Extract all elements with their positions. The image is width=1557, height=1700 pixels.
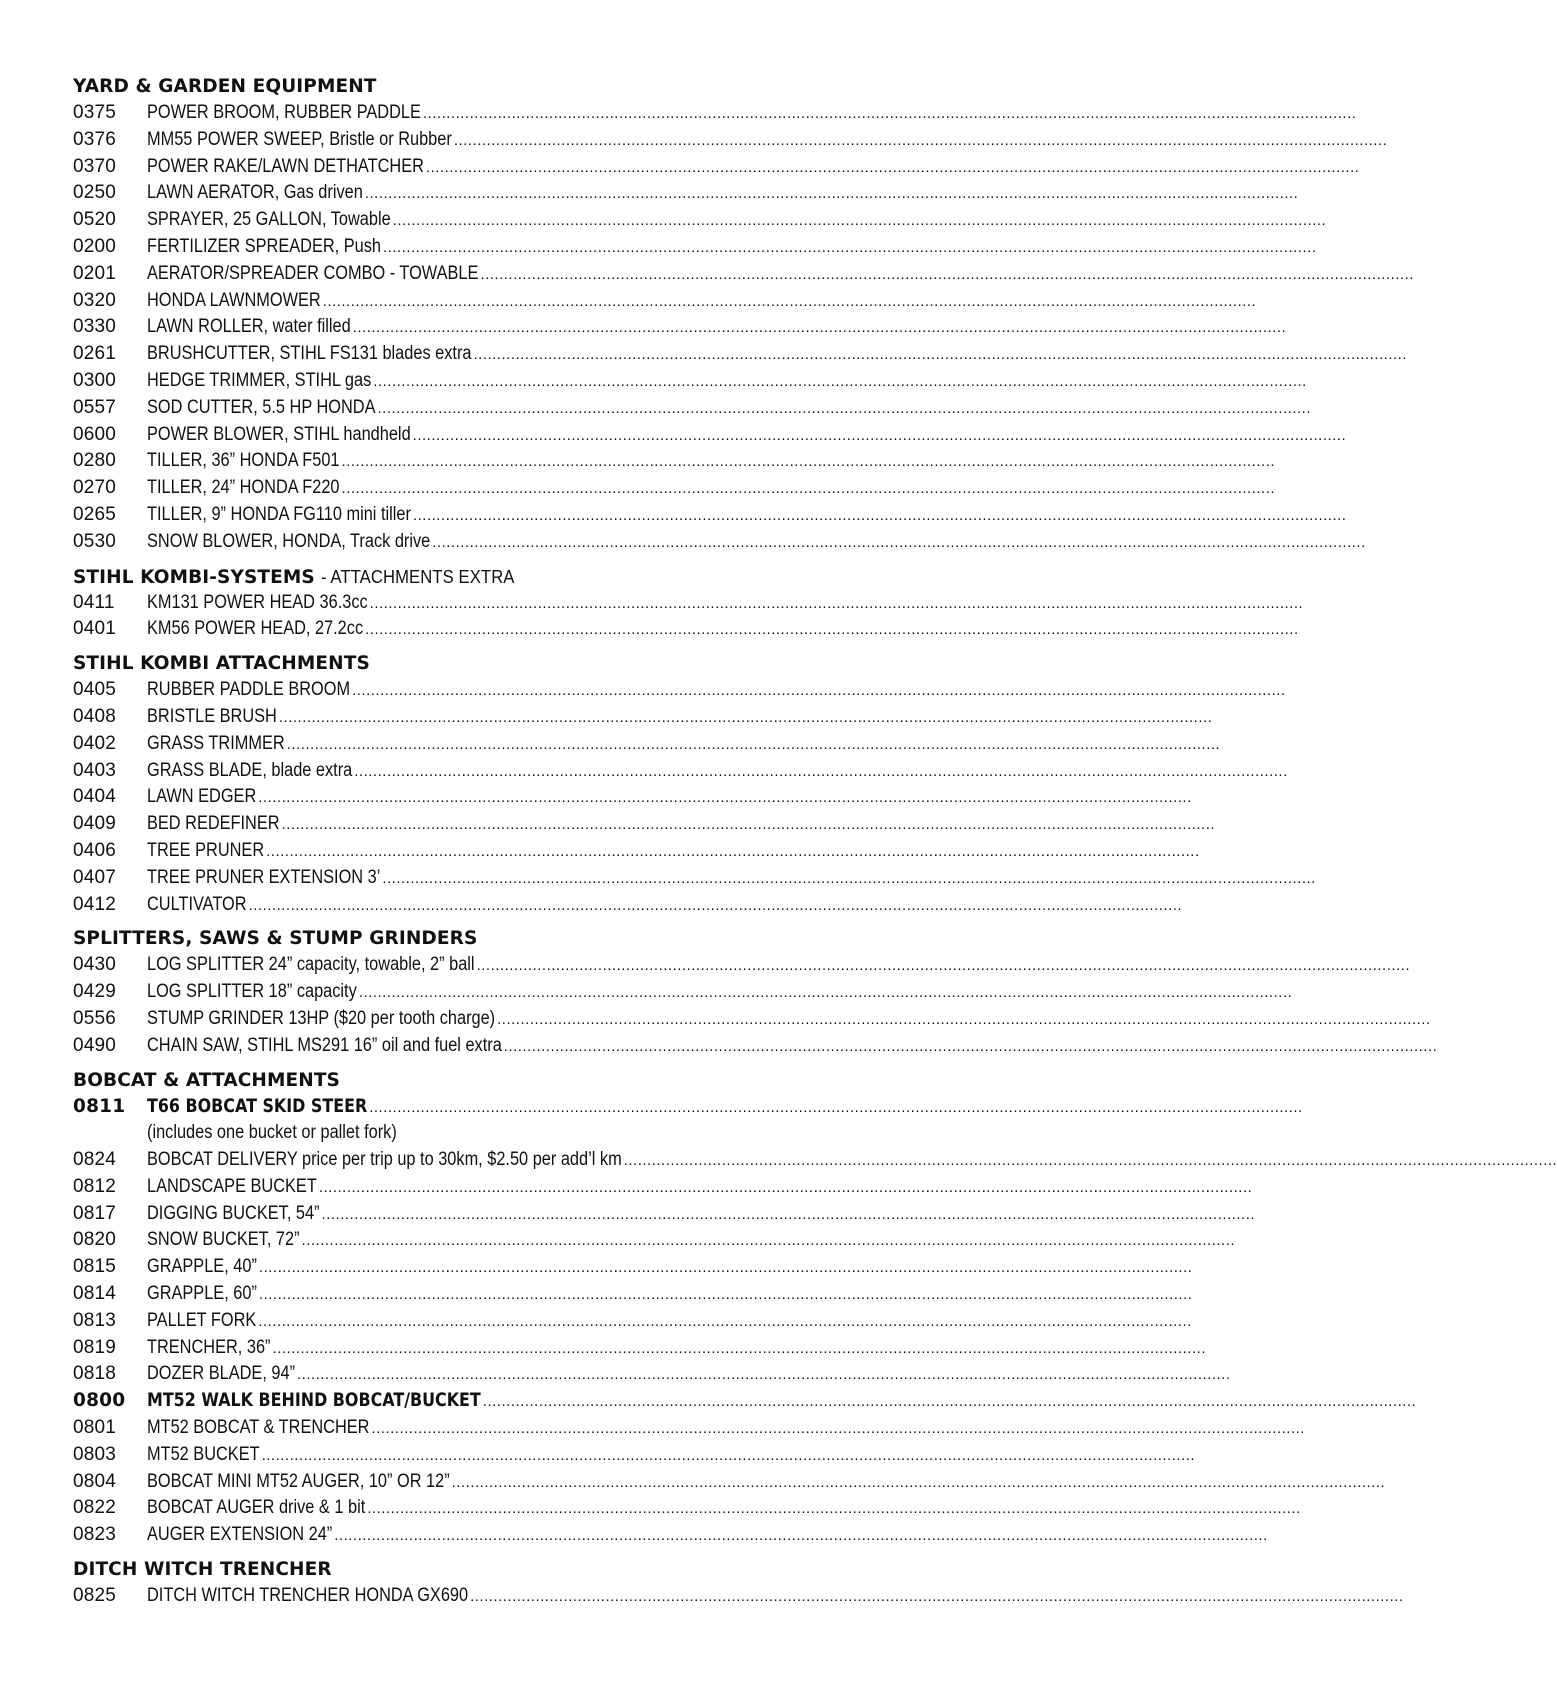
section-gap [73, 556, 723, 564]
item-code: 0330 [73, 316, 117, 338]
item-body [147, 1033, 1438, 1061]
item-description: BED REDEFINER [147, 813, 280, 835]
dot-leader: ........................................................................................................................................................................................................ [476, 957, 1411, 975]
item-body [147, 180, 1299, 208]
item-code: 0811 [73, 1095, 126, 1117]
item-code: 0430 [73, 954, 117, 976]
item-body [147, 677, 1286, 705]
item-description: LAWN EDGER [147, 786, 257, 808]
section-gap [73, 643, 723, 651]
list-item [73, 1006, 1431, 1033]
item-description: POWER RAKE/LAWN DETHATCHER [147, 155, 424, 177]
item-body [147, 590, 1304, 618]
dot-leader: ........................................................................................................................................................................................................ [369, 1098, 1303, 1116]
item-description: PALLET FORK [147, 1309, 257, 1331]
item-body [147, 288, 1257, 316]
list-item [73, 1415, 1305, 1442]
item-code: 0407 [73, 866, 117, 888]
section-gap [73, 918, 723, 926]
item-code: 0261 [73, 343, 117, 365]
item-description: LAWN AERATOR, Gas driven [147, 182, 363, 204]
section [73, 1557, 1404, 1610]
item-code: 0818 [73, 1363, 117, 1385]
item-code: 0375 [73, 102, 117, 123]
item-description: HONDA LAWNMOWER [147, 289, 321, 311]
list-item [73, 1469, 1386, 1496]
item-body [147, 1522, 1268, 1550]
item-description: STUMP GRINDER 13HP ($20 per tooth charge) [147, 1007, 496, 1029]
list-item [73, 1308, 1192, 1335]
item-body [147, 1006, 1431, 1034]
dot-leader: ........................................................................................................................................................................................................ [373, 372, 1307, 390]
item-code: 0406 [73, 839, 117, 861]
dot-leader: ........................................................................................................................................................................................................ [497, 1010, 1431, 1028]
item-body [147, 127, 1388, 155]
item-code: 0825 [73, 1585, 117, 1607]
item-description: BOBCAT MINI MT52 AUGER, 10” OR 12” [147, 1470, 450, 1492]
item-code: 0320 [73, 289, 117, 311]
dot-leader: ........................................................................................................................................................................................................ [352, 319, 1287, 337]
list-item [73, 1227, 1236, 1254]
list-item [73, 590, 1304, 617]
item-description: KM56 POWER HEAD, 27.2cc [147, 618, 364, 640]
list-item [73, 1281, 1193, 1308]
item-body [147, 1120, 723, 1147]
dot-leader: ........................................................................................................................................................................................................ [382, 869, 1316, 887]
item-description: LOG SPLITTER 24” capacity, towable, 2” ball [147, 954, 475, 976]
section [73, 74, 1414, 556]
item-code: 0401 [73, 618, 117, 640]
section-title [73, 564, 723, 590]
list-item [73, 892, 1183, 919]
item-code: 0557 [73, 396, 117, 418]
list-item [73, 1442, 1196, 1469]
item-code: 0376 [73, 128, 117, 150]
item-body [147, 475, 1276, 503]
section-title-text: STIHL KOMBI-SYSTEMS [73, 566, 315, 588]
list-item [73, 1522, 1268, 1549]
list-item [73, 502, 1347, 529]
list-item [73, 979, 1293, 1006]
item-code: 0402 [73, 732, 117, 754]
list-item [73, 784, 1192, 811]
item-code: 0823 [73, 1524, 117, 1546]
item-body [147, 502, 1347, 530]
section [73, 926, 1438, 1059]
item-body [147, 1442, 1196, 1470]
item-body [147, 811, 1216, 839]
list-item [73, 288, 1257, 315]
item-body [147, 892, 1183, 920]
item-body [147, 1335, 1206, 1363]
dot-leader: ........................................................................................................................................................................................................ [470, 1588, 1404, 1606]
list-item [73, 341, 1407, 368]
item-body [147, 704, 1213, 732]
item-body [147, 314, 1287, 342]
item-description: DIGGING BUCKET, 54” [147, 1202, 320, 1224]
list-item [73, 1495, 1301, 1522]
section-title-text: SPLITTERS, SAWS & STUMP GRINDERS [73, 928, 478, 950]
list-item [73, 731, 1221, 758]
item-body [147, 1227, 1236, 1255]
section-title [73, 926, 723, 952]
dot-leader: ........................................................................................................................................................................................................ [341, 480, 1276, 498]
item-description: RUBBER PADDLE BROOM [147, 679, 351, 701]
dot-leader: ........................................................................................................................................................................................................ [369, 594, 1304, 612]
item-body [147, 1583, 1404, 1611]
section-title-text: STIHL KOMBI ATTACHMENTS [73, 653, 370, 675]
item-code: 0804 [73, 1470, 117, 1492]
item-description: DOZER BLADE, 94” [147, 1363, 296, 1385]
dot-leader: ........................................................................................................................................................................................................ [422, 105, 1357, 122]
list-item [73, 180, 1299, 207]
dot-leader: ........................................................................................................................................................................................................ [261, 1446, 1196, 1464]
dot-leader: ........................................................................................................................................................................................................ [266, 842, 1200, 860]
item-description: MM55 POWER SWEEP, Bristle or Rubber [147, 128, 452, 150]
item-description: GRAPPLE, 60” [147, 1283, 257, 1305]
item-description: MT52 WALK BEHIND BOBCAT/BUCKET [147, 1390, 481, 1412]
item-body [147, 1281, 1193, 1309]
dot-leader: ........................................................................................................................................................................................................ [412, 426, 1347, 444]
item-description: GRASS BLADE, blade extra [147, 759, 353, 781]
item-body [147, 952, 1411, 980]
item-code: 0814 [73, 1283, 117, 1305]
dot-leader: ........................................................................................................................................................................................................ [354, 762, 1288, 780]
item-code: 0800 [73, 1390, 126, 1412]
item-description: KM131 POWER HEAD 36.3cc [147, 591, 368, 613]
item-body [147, 731, 1221, 759]
list-item [73, 1335, 1206, 1362]
item-description: GRAPPLE, 40” [147, 1256, 257, 1278]
item-note [73, 1120, 723, 1147]
dot-leader: ........................................................................................................................................................................................................ [473, 346, 1407, 364]
list-item [73, 677, 1286, 704]
list-item [73, 1094, 1303, 1121]
dot-leader: ........................................................................................................................................................................................................ [281, 816, 1216, 834]
dot-leader: ........................................................................................................................................................................................................ [334, 1527, 1268, 1545]
dot-leader: ........................................................................................................................................................................................................ [432, 533, 1366, 551]
list-item [73, 811, 1216, 838]
item-code: 0412 [73, 893, 117, 915]
list-item [73, 100, 1357, 127]
list-item [73, 395, 1312, 422]
list-item [73, 1201, 1256, 1228]
item-description: CHAIN SAW, STIHL MS291 16” oil and fuel extra [147, 1034, 502, 1056]
item-body [147, 1415, 1305, 1443]
list-item [73, 952, 1411, 979]
item-description: BRISTLE BRUSH [147, 705, 277, 727]
dot-leader: ........................................................................................................................................................................................................ [453, 131, 1388, 149]
dot-leader: ........................................................................................................................................................................................................ [382, 238, 1317, 256]
item-code: 0815 [73, 1256, 117, 1278]
item-code: 0824 [73, 1149, 117, 1171]
item-code: 0300 [73, 369, 117, 391]
dot-leader: ........................................................................................................................................................................................................ [451, 1473, 1386, 1491]
item-code: 0409 [73, 813, 117, 835]
dot-leader: ........................................................................................................................................................................................................ [392, 212, 1327, 230]
item-body [147, 1388, 1417, 1416]
section-title-text: YARD & GARDEN EQUIPMENT [73, 76, 377, 97]
item-body [147, 1147, 1557, 1175]
list-item [73, 1361, 1231, 1388]
item-body [147, 865, 1316, 893]
list-item [73, 422, 1347, 449]
list-item [73, 616, 1299, 643]
item-code: 0411 [73, 591, 115, 613]
item-body [147, 448, 1276, 476]
item-body [147, 422, 1347, 450]
dot-leader: ........................................................................................................................................................................................................ [321, 1205, 1256, 1223]
item-description: SNOW BLOWER, HONDA, Track drive [147, 530, 431, 552]
section-title-text: BOBCAT & ATTACHMENTS [73, 1069, 340, 1091]
item-body [147, 207, 1327, 235]
item-description: SOD CUTTER, 5.5 HP HONDA [147, 396, 376, 418]
item-code: 0408 [73, 705, 117, 727]
item-description: BOBCAT AUGER drive & 1 bit [147, 1497, 366, 1519]
dot-leader: ........................................................................................................................................................................................................ [258, 1259, 1193, 1277]
dot-leader: ........................................................................................................................................................................................................ [322, 292, 1257, 310]
item-code: 0270 [73, 477, 117, 499]
section-title-text: DITCH WITCH TRENCHER [73, 1559, 332, 1581]
dot-leader: ........................................................................................................................................................................................................ [412, 506, 1347, 524]
item-description: TREE PRUNER EXTENSION 3’ [147, 866, 381, 888]
item-description: MT52 BOBCAT & TRENCHER [147, 1417, 370, 1439]
item-code: 0812 [73, 1175, 117, 1197]
section-title [73, 1557, 723, 1583]
list-item [73, 314, 1287, 341]
item-body [147, 1094, 1303, 1122]
item-description: AUGER EXTENSION 24” [147, 1524, 333, 1546]
item-body [147, 1495, 1301, 1523]
item-body [147, 1201, 1256, 1229]
item-body [147, 234, 1317, 262]
item-description: AERATOR/SPREADER COMBO - TOWABLE [147, 262, 479, 284]
item-code: 0265 [73, 503, 117, 525]
dot-leader: ........................................................................................................................................................................................................ [364, 185, 1299, 203]
item-body [147, 1174, 1253, 1202]
section-gap [73, 1060, 723, 1068]
item-code: 0280 [73, 450, 117, 472]
item-description: HEDGE TRIMMER, STIHL gas [147, 369, 372, 391]
item-description: FERTILIZER SPREADER, Push [147, 235, 381, 257]
section-subtitle: - ATTACHMENTS EXTRA [320, 565, 515, 587]
list-item [73, 865, 1316, 892]
dot-leader: ........................................................................................................................................................................................................ [286, 735, 1221, 753]
dot-leader: ........................................................................................................................................................................................................ [258, 1286, 1193, 1304]
dot-leader: ........................................................................................................................................................................................................ [367, 1500, 1301, 1518]
section-title [73, 651, 723, 677]
dot-leader: ........................................................................................................................................................................................................ [318, 1178, 1253, 1196]
item-code: 0530 [73, 530, 117, 552]
list-item [73, 758, 1288, 785]
item-code: 0600 [73, 423, 117, 445]
item-code: 0370 [73, 155, 117, 177]
item-body [147, 1308, 1192, 1336]
list-item [73, 261, 1414, 288]
list-item [73, 1033, 1438, 1060]
list-item [73, 234, 1317, 261]
list-item [73, 704, 1213, 731]
dot-leader: ........................................................................................................................................................................................................ [358, 984, 1293, 1002]
dot-leader: ........................................................................................................................................................................................................ [248, 896, 1183, 914]
item-code: 0556 [73, 1007, 117, 1029]
section-title [73, 74, 723, 100]
list-item [73, 1254, 1193, 1281]
item-description: CULTIVATOR [147, 893, 247, 915]
section-gap [73, 1549, 723, 1557]
dot-leader: ........................................................................................................................................................................................................ [341, 453, 1276, 471]
item-code: 0490 [73, 1034, 117, 1056]
dot-leader: ........................................................................................................................................................................................................ [425, 158, 1360, 176]
item-description: DITCH WITCH TRENCHER HONDA GX690 [147, 1585, 469, 1607]
section [73, 564, 1304, 644]
list-item [73, 127, 1388, 154]
dot-leader: ........................................................................................................................................................................................................ [297, 1366, 1231, 1384]
item-body [147, 395, 1312, 423]
item-description: LANDSCAPE BUCKET [147, 1175, 317, 1197]
item-code: 0817 [73, 1202, 117, 1224]
list-item [73, 475, 1276, 502]
item-code: 0801 [73, 1417, 117, 1439]
item-code: 0404 [73, 786, 117, 808]
list-item [73, 1147, 1557, 1174]
list-item [73, 448, 1276, 475]
item-code: 0429 [73, 981, 117, 1003]
item-code: 0405 [73, 679, 117, 701]
dot-leader: ........................................................................................................................................................................................................ [623, 1152, 1557, 1170]
item-code: 0819 [73, 1336, 117, 1358]
dot-leader: ........................................................................................................................................................................................................ [482, 1393, 1417, 1411]
dot-leader: ........................................................................................................................................................................................................ [377, 399, 1312, 417]
item-code: 0250 [73, 182, 117, 204]
item-description: TILLER, 9” HONDA FG110 mini tiller [147, 503, 411, 525]
section-title [73, 1068, 723, 1094]
item-code: 0403 [73, 759, 117, 781]
dot-leader: ........................................................................................................................................................................................................ [301, 1232, 1236, 1250]
item-code: 0820 [73, 1229, 117, 1251]
item-description: (includes one bucket or pallet fork) [147, 1122, 397, 1144]
list-item [73, 1388, 1417, 1415]
item-description: POWER BROOM, RUBBER PADDLE [147, 102, 421, 123]
item-description: BOBCAT DELIVERY price per trip up to 30km, $2.50 per add’l km [147, 1149, 622, 1171]
item-description: GRASS TRIMMER [147, 732, 285, 754]
item-description: POWER BLOWER, STIHL handheld [147, 423, 411, 445]
dot-leader: ........................................................................................................................................................................................................ [480, 265, 1414, 283]
item-body [147, 341, 1407, 369]
item-description: SPRAYER, 25 GALLON, Towable [147, 209, 391, 231]
item-description: T66 BOBCAT SKID STEER [147, 1095, 368, 1117]
item-body [147, 616, 1299, 644]
item-code: 0822 [73, 1497, 117, 1519]
list-item [73, 368, 1307, 395]
list-item [73, 529, 1366, 556]
item-code: 0200 [73, 235, 117, 257]
item-body [147, 1469, 1386, 1497]
item-description: SNOW BUCKET, 72” [147, 1229, 300, 1251]
item-body [147, 1361, 1231, 1389]
list-item [73, 1583, 1404, 1610]
item-body [147, 979, 1293, 1007]
item-description: TILLER, 24” HONDA F220 [147, 477, 340, 499]
dot-leader: ........................................................................................................................................................................................................ [258, 789, 1192, 807]
item-body [147, 529, 1366, 557]
dot-leader: ........................................................................................................................................................................................................ [258, 1312, 1192, 1330]
item-description: TREE PRUNER [147, 839, 265, 861]
equipment-price-list [73, 74, 1557, 1610]
list-item [73, 838, 1200, 865]
item-body [147, 784, 1192, 812]
item-body [147, 154, 1360, 182]
item-description: MT52 BUCKET [147, 1443, 260, 1465]
dot-leader: ........................................................................................................................................................................................................ [272, 1339, 1206, 1357]
item-body [147, 100, 1357, 128]
item-body [147, 838, 1200, 866]
list-item [73, 207, 1327, 234]
item-description: BRUSHCUTTER, STIHL FS131 blades extra [147, 343, 472, 365]
dot-leader: ........................................................................................................................................................................................................ [503, 1037, 1438, 1055]
item-description: TILLER, 36” HONDA F501 [147, 450, 340, 472]
section [73, 651, 1316, 918]
item-description: LOG SPLITTER 18” capacity [147, 981, 357, 1003]
item-description: TRENCHER, 36” [147, 1336, 271, 1358]
item-code: 0520 [73, 209, 117, 231]
list-item [73, 154, 1360, 181]
item-code: 0813 [73, 1309, 117, 1331]
list-item [73, 1174, 1253, 1201]
dot-leader: ........................................................................................................................................................................................................ [371, 1420, 1305, 1438]
item-body [147, 368, 1307, 396]
dot-leader: ........................................................................................................................................................................................................ [352, 682, 1286, 700]
item-body [147, 758, 1288, 786]
item-code: 0803 [73, 1443, 117, 1465]
section [73, 1068, 1557, 1550]
item-code: 0201 [73, 262, 117, 284]
item-body [147, 261, 1414, 289]
item-description: LAWN ROLLER, water filled [147, 316, 351, 338]
dot-leader: ........................................................................................................................................................................................................ [278, 708, 1213, 726]
item-body [147, 1254, 1193, 1282]
dot-leader: ........................................................................................................................................................................................................ [365, 621, 1299, 639]
